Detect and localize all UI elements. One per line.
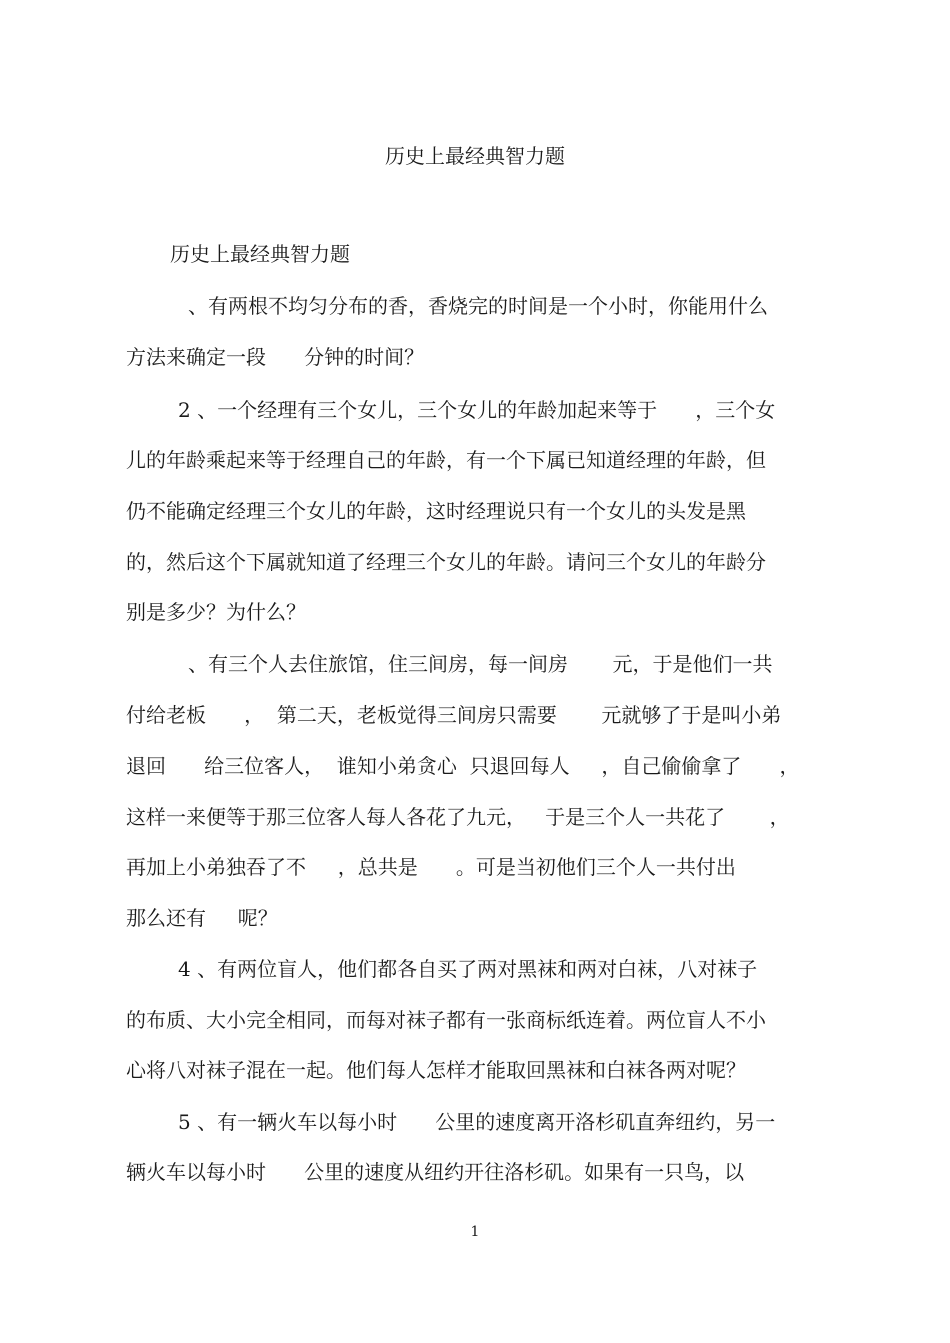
paragraph-line: 再加上小弟独吞了不 ，总共是 。可是当初他们三个人一共付出 bbox=[126, 855, 736, 879]
paragraph-line: 付给老板 ， 第二天，老板觉得三间房只需要 元就够了于是叫小弟 bbox=[126, 703, 782, 727]
document-title: 历史上最经典智力题 bbox=[385, 144, 565, 168]
page-number: 1 bbox=[470, 1224, 480, 1240]
paragraph-line: 方法来确定一段 分钟的时间？ bbox=[126, 345, 425, 369]
paragraph-line: 5 、有一辆火车以每小时 公里的速度离开洛杉矶直奔纽约，另一 bbox=[178, 1110, 776, 1134]
paragraph-line: 儿的年龄乘起来等于经理自己的年龄，有一个下属已知道经理的年龄，但 bbox=[126, 448, 766, 472]
paragraph-line: 那么还有 呢？ bbox=[126, 906, 278, 930]
paragraph-line: 2 、一个经理有三个女儿，三个女儿的年龄加起来等于 ，三个女 bbox=[178, 398, 776, 422]
paragraph-line: 别是多少？为什么？ bbox=[126, 600, 306, 624]
paragraph-line: 仍不能确定经理三个女儿的年龄，这时经理说只有一个女儿的头发是黑 bbox=[126, 499, 746, 523]
paragraph-line: 这样一来便等于那三位客人每人各花了九元， 于是三个人一共花了 ， bbox=[126, 805, 790, 829]
paragraph-line: 退回 给三位客人， 谁知小弟贪心 只退回每人 ，自己偷偷拿了 ， bbox=[126, 754, 800, 778]
paragraph-line: 的，然后这个下属就知道了经理三个女儿的年龄。请问三个女儿的年龄分 bbox=[126, 550, 766, 574]
section-heading: 历史上最经典智力题 bbox=[170, 242, 350, 266]
paragraph-line: 心将八对袜子混在一起。他们每人怎样才能取回黑袜和白袜各两对呢？ bbox=[126, 1058, 746, 1082]
paragraph-line: 、有两根不均匀分布的香，香烧完的时间是一个小时，你能用什么 bbox=[188, 294, 768, 318]
paragraph-line: 、有三个人去住旅馆，住三间房，每一间房 元，于是他们一共 bbox=[188, 652, 773, 676]
paragraph-line: 4 、有两位盲人，他们都各自买了两对黑袜和两对白袜，八对袜子 bbox=[178, 957, 758, 981]
paragraph-line: 的布质、大小完全相同，而每对袜子都有一张商标纸连着。两位盲人不小 bbox=[126, 1008, 766, 1032]
paragraph-line: 辆火车以每小时 公里的速度从纽约开往洛杉矶。如果有一只鸟，以 bbox=[126, 1160, 745, 1184]
